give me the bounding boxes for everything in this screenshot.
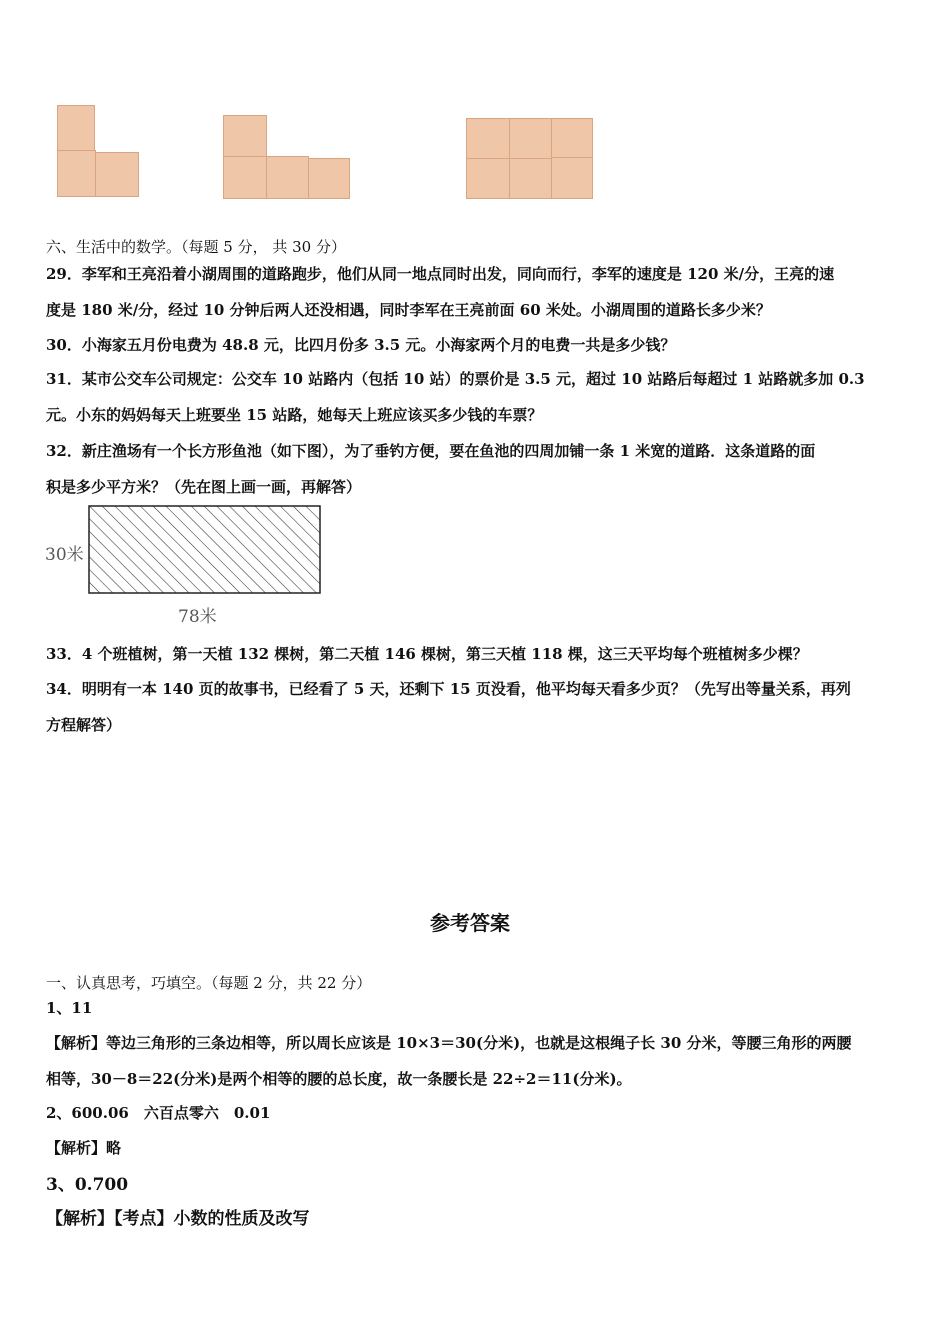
answer-1: 1、11 — [46, 999, 93, 1017]
tile — [466, 158, 510, 199]
answer-3-explanation: 【解析】【考点】小数的性质及改写 — [46, 1209, 310, 1229]
answers-section-heading: 一、认真思考，巧填空。（每题 2 分，共 22 分） — [46, 974, 372, 992]
tile — [509, 158, 552, 199]
answer-3: 3、0.700 — [46, 1175, 129, 1195]
tile — [266, 156, 309, 199]
tile — [551, 118, 593, 158]
tile — [551, 157, 593, 199]
question-32-line-2: 积是多少平方米？（先在图上画一画，再解答） — [46, 478, 362, 496]
question-30: 30．小海家五月份电费为 48.8 元，比四月份多 3.5 元。小海家两个月的电费一共是多少钱？ — [46, 336, 676, 354]
pond-height-label: 30米 — [45, 545, 84, 565]
question-29-line-2: 度是 180 米/分，经过 10 分钟后两人还没相遇，同时李军在王亮前面 60 米处。小湖周围的道路长多少米？ — [46, 301, 771, 319]
tile — [466, 118, 510, 159]
hatched-rectangle — [88, 505, 321, 594]
tile — [223, 115, 267, 157]
tile — [509, 118, 552, 159]
question-34-line-1: 34．明明有一本 140 页的故事书，已经看了 5 天，还剩下 15 页没看，他平均每天看多少页？（先写出等量关系，再列 — [46, 680, 851, 698]
section-heading: 六、生活中的数学。（每题 5 分， 共 30 分） — [46, 238, 346, 256]
question-31-line-1: 31．某市公交车公司规定：公交车 10 站路内（包括 10 站）的票价是 3.5 元，超过 10 站路后每超过 1 站路就多加 0.3 — [46, 370, 865, 388]
tile — [57, 150, 96, 197]
answers-title: 参考答案 — [430, 911, 510, 935]
answer-1-explanation-line-2: 相等，30－8＝22(分米)是两个相等的腰的总长度，故一条腰长是 22÷2＝11(分米)。 — [46, 1070, 632, 1088]
tile — [57, 105, 95, 151]
answer-2: 2、600.06 六百点零六 0.01 — [46, 1104, 271, 1122]
question-29-line-1: 29．李军和王亮沿着小湖周围的道路跑步，他们从同一地点同时出发，同向而行，李军的速度是 120 米/分，王亮的速 — [46, 265, 835, 283]
pond-width-label: 78米 — [178, 607, 217, 627]
question-32-line-1: 32．新庄渔场有一个长方形鱼池（如下图），为了垂钓方便，要在鱼池的四周加铺一条 1 米宽的道路．这条道路的面 — [46, 442, 816, 460]
answer-2-explanation: 【解析】略 — [46, 1139, 122, 1157]
tile — [95, 152, 139, 197]
tile — [223, 156, 267, 199]
question-33: 33．4 个班植树，第一天植 132 棵树，第二天植 146 棵树，第三天植 118 棵，这三天平均每个班植树多少棵？ — [46, 645, 808, 663]
answer-1-explanation-line-1: 【解析】等边三角形的三条边相等，所以周长应该是 10×3＝30(分米)，也就是这根绳子长 30 分米，等腰三角形的两腰 — [46, 1034, 852, 1052]
tile — [308, 158, 350, 199]
question-31-line-2: 元。小东的妈妈每天上班要坐 15 站路，她每天上班应该买多少钱的车票？ — [46, 406, 543, 424]
question-34-line-2: 方程解答） — [46, 716, 122, 734]
